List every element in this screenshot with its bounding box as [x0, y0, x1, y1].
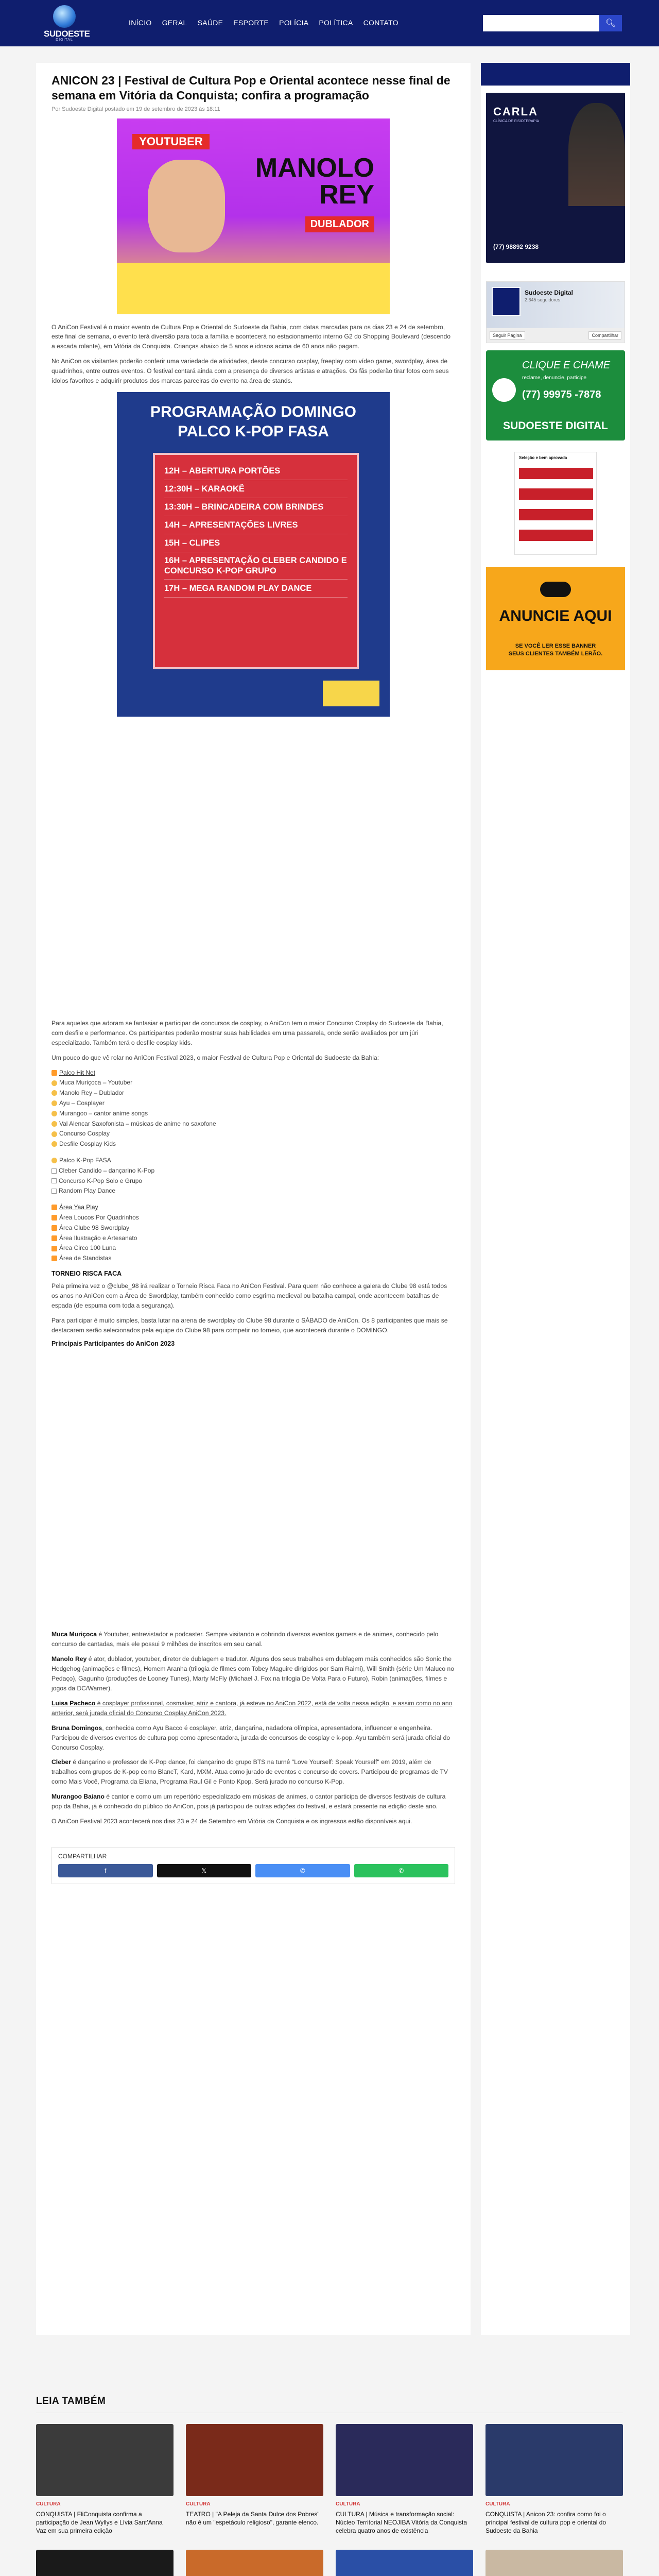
related-item[interactable]	[36, 2550, 174, 2576]
messenger-icon: ✆	[300, 1867, 305, 1874]
ad-subtitle: reclame, denuncie, participe	[522, 375, 587, 381]
site-logo[interactable]	[44, 4, 90, 43]
facebook-widget[interactable]	[486, 281, 625, 343]
flyer-heading: Seleção e bem aprovada	[519, 455, 567, 460]
dublador-label: DUBLADOR	[305, 216, 374, 232]
section-heading: TORNEIO RISCA FACA	[51, 1269, 122, 1277]
paragraph: Para aqueles que adoram se fantasiar e participar de concursos de cosplay, o AniCon tem o maior Concurso Cosplay do Sudoeste da Bahia, com desfile e performance. Os participantes poderão mostrar suas habilidades em uma passarela, onde serão avaliados por um júri especializado. Também terá o desfile cosplay kids.	[51, 1019, 443, 1046]
area-icon	[51, 1235, 57, 1241]
star-icon	[51, 1121, 57, 1127]
share-title: COMPARTILHAR	[58, 1852, 107, 1860]
schedule-row: 15H – CLIPES	[164, 534, 348, 552]
flyer-row	[519, 468, 593, 479]
list-item: Manolo Rey – Dublador	[59, 1089, 125, 1097]
stage-icon	[51, 1070, 57, 1076]
list-item[interactable]: Área Yaa Play	[59, 1204, 98, 1211]
whatsapp-share-button[interactable]	[354, 1864, 449, 1877]
person-photo	[148, 160, 225, 252]
box-icon	[51, 1168, 57, 1174]
related-title[interactable]: CONQUISTA | Anicon 23: confira como foi o principal festival de cultura pop e oriental do Sudoeste da Bahia	[485, 2511, 606, 2535]
area-icon	[51, 1215, 57, 1221]
schedule-row: 13:30H – BRINCADEIRA COM BRINDES	[164, 498, 348, 516]
area-icon	[51, 1205, 57, 1210]
share-box	[51, 1847, 455, 1884]
paragraph: O AniCon Festival é o maior evento de Cultura Pop e Oriental do Sudoeste da Bahia, com datas marcadas para os dias 23 e 24 de setembro, este final de semana, o evento terá diversão para toda a família e acontecerá no estacionamento interno G2 do Shopping Boulevard (descendo a escada rolante), em Vitória da Conquista. Crianças abaixo de 5 anos e idosos acima de 60 anos não pagam.	[51, 323, 451, 350]
ad-brand: SUDOESTE DIGITAL	[503, 420, 608, 432]
x-share-button[interactable]	[157, 1864, 252, 1877]
star-icon	[51, 1158, 57, 1163]
related-category: CULTURA	[336, 2501, 360, 2507]
related-grid	[36, 2424, 623, 2576]
paragraph-text: é Youtuber, entrevistador e podcaster. Sempre visitando e cobrindo diversos eventos gamers e de animes, conhecido pelo concurso de cantadas, mais ele possui 9 milhões de inscritos em seu canal.	[51, 1631, 439, 1648]
ad-title: CARLA	[493, 105, 538, 118]
paragraph	[51, 1630, 455, 1649]
sidebar-flyer[interactable]	[514, 452, 597, 555]
search-bar	[483, 15, 622, 31]
related-category: CULTURA	[36, 2501, 61, 2507]
messenger-share-button[interactable]	[255, 1864, 350, 1877]
nav-esporte[interactable]: ESPORTE	[233, 19, 269, 27]
related-thumbnail	[36, 2550, 174, 2576]
related-item[interactable]	[485, 2550, 623, 2576]
paragraph-text: é cosplayer profissional, cosmaker, atriz e cantora, já esteve no AniCon 2022, está de volta nessa edição, e assim como no ano anterior, será jurada oficial do Concurso Cosplay AniCon 2023.	[51, 1699, 453, 1717]
related-thumbnail	[485, 2424, 623, 2496]
paragraph: No AniCon os visitantes poderão conferir uma variedade de atividades, desde concurso cosplay, freeplay com vídeo game, swordplay, área de quadrinhos, entre outros eventos. O festival contará ainda com a presença de diversos artistas e atrações. Os fãs poderão tirar fotos com seus ídolos favoritos e adquirir produtos dos marcas parceiras do evento na área de stands.	[51, 358, 449, 385]
related-section	[0, 2352, 659, 2576]
search-button[interactable]	[599, 15, 622, 31]
related-thumbnail	[336, 2550, 473, 2576]
list-item: Desfile Cosplay Kids	[59, 1140, 116, 1148]
person-name: Cleber	[51, 1758, 71, 1766]
list-item: Val Alencar Saxofonista – músicas de anime no saxofone	[59, 1120, 216, 1127]
ad-phone: (77) 99975 -7878	[522, 389, 601, 400]
list-item: Random Play Dance	[59, 1187, 116, 1195]
logo-main-text: SUDOESTE	[44, 29, 90, 39]
list-item[interactable]: Palco Hit Net	[59, 1069, 96, 1076]
search-icon: 🔍︎	[605, 19, 616, 28]
article-byline: Por Sudoeste Digital postado em 19 de setembro de 2023 às 18:11	[51, 106, 220, 112]
x-icon: 𝕏	[201, 1867, 207, 1874]
nav-politica[interactable]: POLÍTICA	[319, 19, 353, 27]
manolo-label: MANOLO REY	[255, 152, 374, 210]
list-item: Ayu – Cosplayer	[59, 1099, 105, 1107]
person-name: Bruna Domingos	[51, 1724, 102, 1732]
ad-photo	[568, 103, 625, 206]
list-item: Muca Muriçoca – Youtuber	[59, 1079, 133, 1087]
list-item: Área de Standistas	[59, 1255, 112, 1262]
article-main	[36, 63, 471, 2335]
star-icon	[51, 1131, 57, 1137]
embedded-media-area	[51, 1351, 455, 1630]
paragraph-text: , conhecida como Ayu Bacco é cosplayer, atriz, dançarina, nadadora olímpica, apresentadora, influencer e engenheira. Participou de diversos eventos de cultura pop como apresentadora, jurada de concursos de cosplay e k-pop. Ayu também será jurada oficial do Concurso Cosplay.	[51, 1724, 450, 1751]
embedded-media-area	[51, 725, 455, 1019]
paragraph-text: é ator, dublador, youtuber, diretor de dublagem e tradutor. Alguns dos seus trabalhos em dublagem mais conhecidos são Sonic the Hedgehog (animações e filmes), Homem Aranha (trilogia de filmes com Tobey Maguire dirigidos por Sam Raimi), Will Smith (série Um Maluco no Pedaço), Gagunho (produções de Looney Tunes), Marty McFly (Michael J. Fox na trilogia De Volta Para o Futuro), Robin (animações, filmes e jogos da DC/Warner).	[51, 1655, 455, 1692]
paragraph	[51, 1792, 455, 1811]
related-title[interactable]: CONQUISTA | FliConquista confirma a participação de Jean Wyllys e Lívia Sant'Anna Vaz em sua primeira edição	[36, 2511, 163, 2535]
star-icon	[51, 1090, 57, 1096]
attractions-list	[51, 1068, 455, 1149]
whatsapp-ad[interactable]	[486, 350, 625, 440]
logo-sub-text: DIGITAL	[56, 38, 73, 42]
related-category: CULTURA	[186, 2501, 211, 2507]
sidebar	[481, 63, 630, 2335]
share-buttons	[58, 1864, 448, 1877]
search-input[interactable]	[483, 15, 599, 31]
globe-icon	[53, 5, 76, 28]
related-category: CULTURA	[485, 2501, 510, 2507]
star-icon	[51, 1100, 57, 1106]
ad-title: CLIQUE E CHAME	[522, 360, 611, 371]
flyer-row	[519, 488, 593, 500]
areas-list	[51, 1202, 455, 1264]
related-item[interactable]	[36, 2424, 174, 2535]
star-icon	[51, 1080, 57, 1086]
box-icon	[51, 1178, 57, 1183]
schedule-row: 12:30H – KARAOKÊ	[164, 480, 348, 498]
person-name: Manolo Rey	[51, 1655, 87, 1663]
paragraph-text: é dançarino e professor de K-Pop dance, foi dançarino do grupo BTS na turnê "Love Yourself: Speak Yourself" em 2019, além de trabalhos com grupos de K-pop como BlancT, Kard, MXM. Atua como jurado de eventos e concurso de covers. Participou de programas de TV como Mais Você, Programa da Eliana, Programa Raul Gil e Ponto Kpop. Será jurado no concurso K-Pop.	[51, 1758, 448, 1786]
nav-inicio[interactable]: INÍCIO	[129, 19, 152, 27]
list-item: Área Loucos Por Quadrinhos	[59, 1213, 139, 1221]
fb-follow-button[interactable]: Seguir Página	[490, 331, 525, 340]
related-thumbnail	[186, 2424, 323, 2496]
paragraph	[51, 1699, 455, 1718]
paragraph-text: é cantor e como um um repertório especializado em músicas de animes, o cantor participa de diversos festivais de cultura pop da Bahia, já é conhecido do público do AniCon, pois já participou de outras edições do festival, e estará presente na edição deste ano.	[51, 1793, 446, 1810]
list-item: Concurso Cosplay	[59, 1130, 110, 1138]
related-title[interactable]: CULTURA | Música e transformação social: Núcleo Territorial NEOJIBA Vitória da Conquista celebra quatro anos de existência	[336, 2511, 467, 2535]
related-item[interactable]	[336, 2550, 473, 2576]
related-thumbnail	[485, 2550, 623, 2576]
paragraph: O AniCon Festival 2023 acontecerá nos dias 23 e 24 de Setembro em Vitória da Conquista e os ingressos estão disponíveis aqui.	[51, 1817, 412, 1825]
nav-contato[interactable]: CONTATO	[363, 19, 398, 27]
list-item: Cleber Candido – dançarino K-Pop	[59, 1166, 155, 1174]
binoculars-icon	[540, 582, 571, 597]
site-header	[0, 0, 659, 46]
flyer-row	[519, 509, 593, 520]
paragraph: Para participar é muito simples, basta lutar na arena de swordplay do Clube 98 durante o SÁBADO de AniCon. Os 8 participantes que mais se destacarem serão selecionados pela equipe do Clube 98 para competir no torneio, que acontecerá durante o DOMINGO.	[51, 1316, 448, 1334]
nav-geral[interactable]: GERAL	[162, 19, 187, 27]
fb-page-name[interactable]: Sudoeste Digital	[525, 289, 574, 296]
facebook-icon: f	[105, 1867, 107, 1874]
area-icon	[51, 1256, 57, 1261]
paragraph	[51, 1757, 455, 1787]
anicon-logo	[323, 681, 379, 706]
sidebar-top-banner	[481, 63, 630, 86]
list-item: Área Ilustração e Artesanato	[59, 1234, 137, 1242]
schedule-row: 12H – ABERTURA PORTÕES	[164, 462, 348, 480]
schedule-row: 16H – APRESENTAÇÃO CLEBER CANDIDO E CONCURSO K-POP GRUPO	[164, 552, 348, 580]
star-icon	[51, 1141, 57, 1147]
ad-subtitle: SE VOCÊ LER ESSE BANNER SEUS CLIENTES TAMBÉM LERÃO.	[508, 643, 603, 657]
schedule-board	[153, 453, 359, 669]
list-item: Palco K-Pop FASA	[59, 1156, 111, 1164]
list-item: Área Clube 98 Swordplay	[59, 1224, 130, 1231]
list-item: Concurso K-Pop Solo e Grupo	[59, 1177, 143, 1184]
paragraph	[51, 1723, 455, 1753]
youtuber-label: YOUTUBER	[132, 134, 210, 149]
carla-ad[interactable]	[486, 93, 625, 263]
person-name: Muca Muriçoca	[51, 1631, 97, 1638]
schedule-row: 17H – MEGA RANDOM PLAY DANCE	[164, 580, 348, 598]
anuncie-ad[interactable]	[486, 567, 625, 670]
star-icon	[51, 1111, 57, 1116]
fb-page-avatar	[492, 287, 521, 316]
related-item[interactable]	[485, 2424, 623, 2535]
paragraph: Pela primeira vez o @clube_98 irá realizar o Torneio Risca Faca no AniCon Festival. Para quem não conhece a galera do Clube 98 está todos os anos no AniCon com a Área de Swordplay, também conhecido como esgrima medieval ou batalha campal, onde acontecem batalhas de espada (de espuma com toda a segurança).	[51, 1282, 447, 1309]
nav-saude[interactable]: SAÚDE	[197, 19, 223, 27]
article-image-manolo	[117, 118, 390, 314]
ad-subtitle: CLÍNICA DE FISIOTERAPIA	[493, 120, 540, 123]
ad-phone: (77) 98892 9238	[493, 243, 539, 250]
related-item[interactable]	[186, 2424, 323, 2535]
fb-followers: 2.645 seguidores	[525, 297, 561, 302]
person-name: Murangoo Baiano	[51, 1793, 105, 1801]
box-icon	[51, 1189, 57, 1194]
poster-heading: PROGRAMAÇÃO DOMINGO PALCO K-POP FASA	[150, 403, 356, 440]
related-thumbnail	[186, 2550, 323, 2576]
fb-share-button[interactable]: Compartilhar	[588, 331, 621, 340]
area-icon	[51, 1225, 57, 1231]
facebook-share-button[interactable]	[58, 1864, 153, 1877]
list-item: Área Circo 100 Luna	[59, 1244, 116, 1252]
schedule-row: 14H – APRESENTAÇÕES LIVRES	[164, 516, 348, 534]
person-name: Luisa Pacheco	[51, 1699, 96, 1707]
section-heading: Principais Participantes do AniCon 2023	[51, 1340, 175, 1348]
flyer-row	[519, 530, 593, 541]
whatsapp-icon: ✆	[398, 1867, 404, 1874]
related-heading: LEIA TAMBÉM	[36, 2396, 106, 2406]
related-thumbnail	[36, 2424, 174, 2496]
article-title: ANICON 23 | Festival de Cultura Pop e Oriental acontece nesse final de semana em Vitória da Conquista; confira a programação	[51, 74, 450, 102]
image-strip	[117, 263, 390, 314]
ad-title: ANUNCIE AQUI	[499, 607, 612, 624]
paragraph: Um pouco do que vê rolar no AniCon Festival 2023, o maior Festival de Cultura Pop e Oriental do Sudoeste da Bahia:	[51, 1054, 379, 1061]
main-nav	[129, 19, 398, 27]
related-thumbnail	[336, 2424, 473, 2496]
schedule-poster	[117, 392, 390, 717]
kpop-list	[51, 1156, 455, 1196]
whatsapp-icon	[492, 378, 516, 402]
nav-policia[interactable]: POLÍCIA	[279, 19, 309, 27]
list-item: Murangoo – cantor anime songs	[59, 1109, 148, 1117]
related-item[interactable]	[336, 2424, 473, 2535]
area-icon	[51, 1246, 57, 1251]
related-item[interactable]	[186, 2550, 323, 2576]
related-title[interactable]: TEATRO | "A Peleja da Santa Dulce dos Pobres" não é um "espetáculo religioso", garante elenco.	[186, 2511, 320, 2527]
paragraph	[51, 1654, 455, 1693]
